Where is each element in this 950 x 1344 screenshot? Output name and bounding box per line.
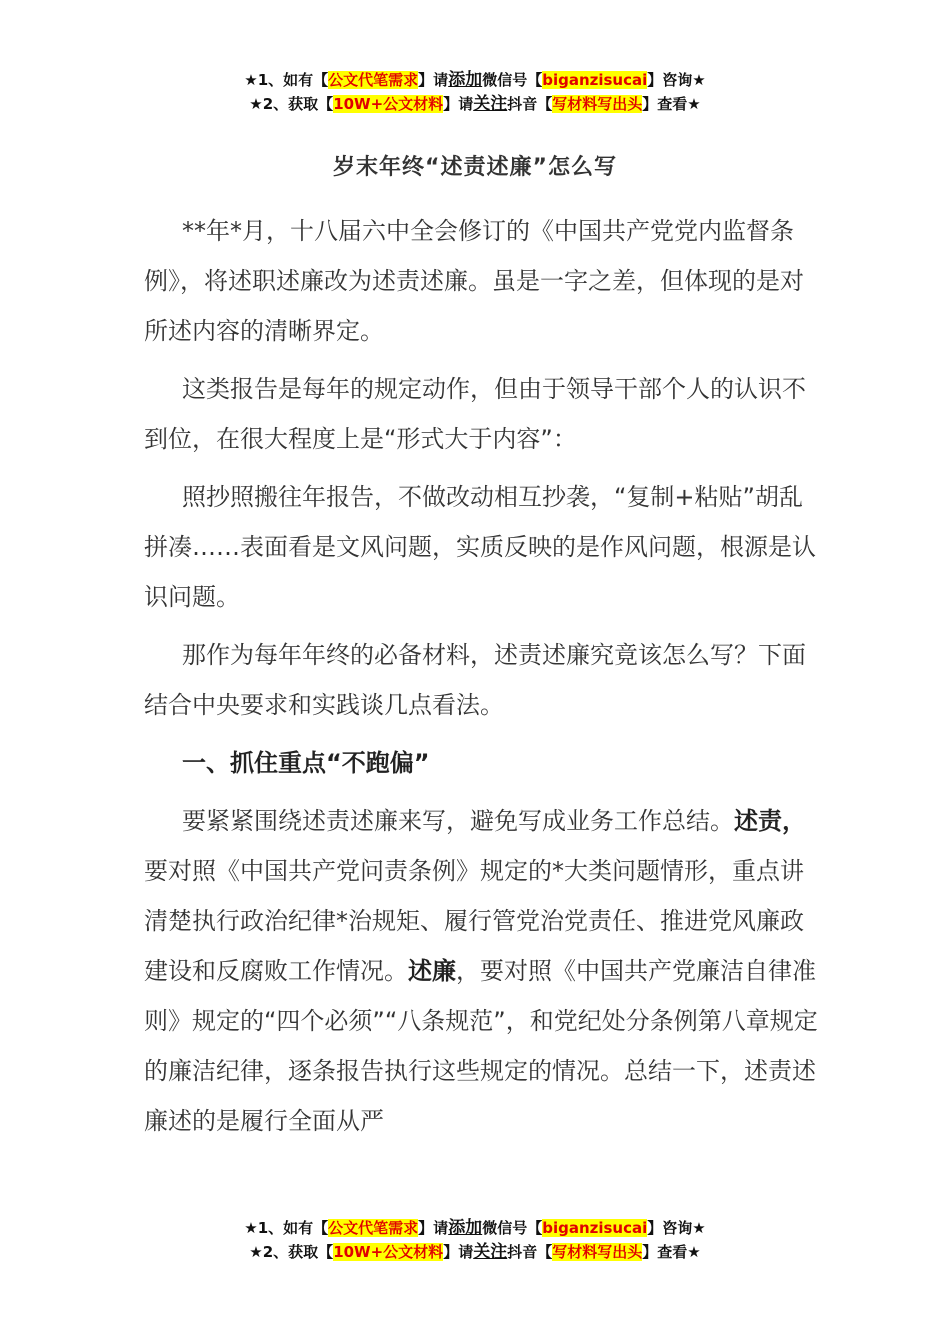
notice-text: 】请 — [418, 71, 449, 89]
section-heading: 一、抓住重点“不跑偏” — [182, 749, 430, 777]
notice-text: 】请 — [443, 1243, 474, 1261]
notice-emphasis: 添加 — [448, 1218, 483, 1238]
notice-emphasis: 关注 — [473, 1242, 508, 1262]
notice-text: 】查看★ — [642, 95, 701, 113]
footer-notice — [0, 1216, 950, 1264]
paragraph: 照抄照搬往年报告，不做改动相互抄袭，“复制+粘贴”胡乱拼凑……表面看是文风问题，实质反映的是作风问题，根源是认识问题。 — [144, 483, 816, 611]
paragraph-text: 要对照《中国共产党问责条例》规定的*大类问题情形，重点讲清楚执行政治纪律*治规矩、履行管党治党责任、推进党风廉政建设和反腐败工作情况。 — [144, 857, 804, 985]
notice-highlight: 公文代笔需求 — [328, 71, 419, 89]
paragraph — [144, 796, 824, 1146]
header-notice — [0, 68, 950, 116]
notice-highlight: 写材料写出头 — [552, 95, 643, 113]
notice-highlight: 公文代笔需求 — [328, 1219, 419, 1237]
notice-highlight: 写材料写出头 — [552, 1243, 643, 1261]
document-body — [144, 206, 824, 1146]
notice-highlight: biganzisucai — [542, 71, 648, 89]
notice-text: 微信号【 — [482, 71, 543, 89]
notice-text: 】咨询★ — [647, 71, 706, 89]
notice-text: ★1、如有【 — [244, 1219, 329, 1237]
notice-line-1 — [0, 1216, 950, 1240]
notice-text: 】咨询★ — [647, 1219, 706, 1237]
document-title: 岁末年终“述责述廉”怎么写 — [333, 155, 617, 180]
notice-highlight: biganzisucai — [542, 1219, 648, 1237]
notice-line-2 — [0, 1240, 950, 1264]
notice-text: ★2、获取【 — [249, 95, 334, 113]
notice-text: 抖音【 — [507, 1243, 553, 1261]
notice-highlight: 10W+公文材料 — [333, 1243, 444, 1261]
paragraph: 这类报告是每年的规定动作，但由于领导干部个人的认识不到位，在很大程度上是“形式大于内容”： — [144, 375, 806, 453]
notice-text: 抖音【 — [507, 95, 553, 113]
notice-emphasis: 关注 — [473, 94, 508, 114]
notice-text: 】查看★ — [642, 1243, 701, 1261]
paragraph-text: ，要对照《中国共产党廉洁自律准则》规定的“四个必须”“八条规范”，和党纪处分条例第八章规定的廉洁纪律，逐条报告执行这些规定的情况。总结一下，述责述廉述的是履行全面从严 — [144, 957, 818, 1135]
notice-line-1 — [0, 68, 950, 92]
notice-line-2 — [0, 92, 950, 116]
notice-highlight: 10W+公文材料 — [333, 95, 444, 113]
notice-text: 】请 — [418, 1219, 449, 1237]
notice-text: 微信号【 — [482, 1219, 543, 1237]
notice-text: 】请 — [443, 95, 474, 113]
notice-text: ★2、获取【 — [249, 1243, 334, 1261]
notice-emphasis: 添加 — [448, 70, 483, 90]
paragraph: **年*月，十八届六中全会修订的《中国共产党党内监督条例》，将述职述廉改为述责述廉。虽是一字之差，但体现的是对所述内容的清晰界定。 — [144, 217, 804, 345]
paragraph: 那作为每年年终的必备材料，述责述廉究竟该怎么写？下面结合中央要求和实践谈几点看法。 — [144, 641, 806, 719]
bold-term: 述廉 — [408, 957, 456, 985]
bold-term: 述责， — [734, 807, 806, 835]
notice-text: ★1、如有【 — [244, 71, 329, 89]
paragraph-text: 要紧紧围绕述责述廉来写，避免写成业务工作总结。 — [182, 807, 734, 835]
